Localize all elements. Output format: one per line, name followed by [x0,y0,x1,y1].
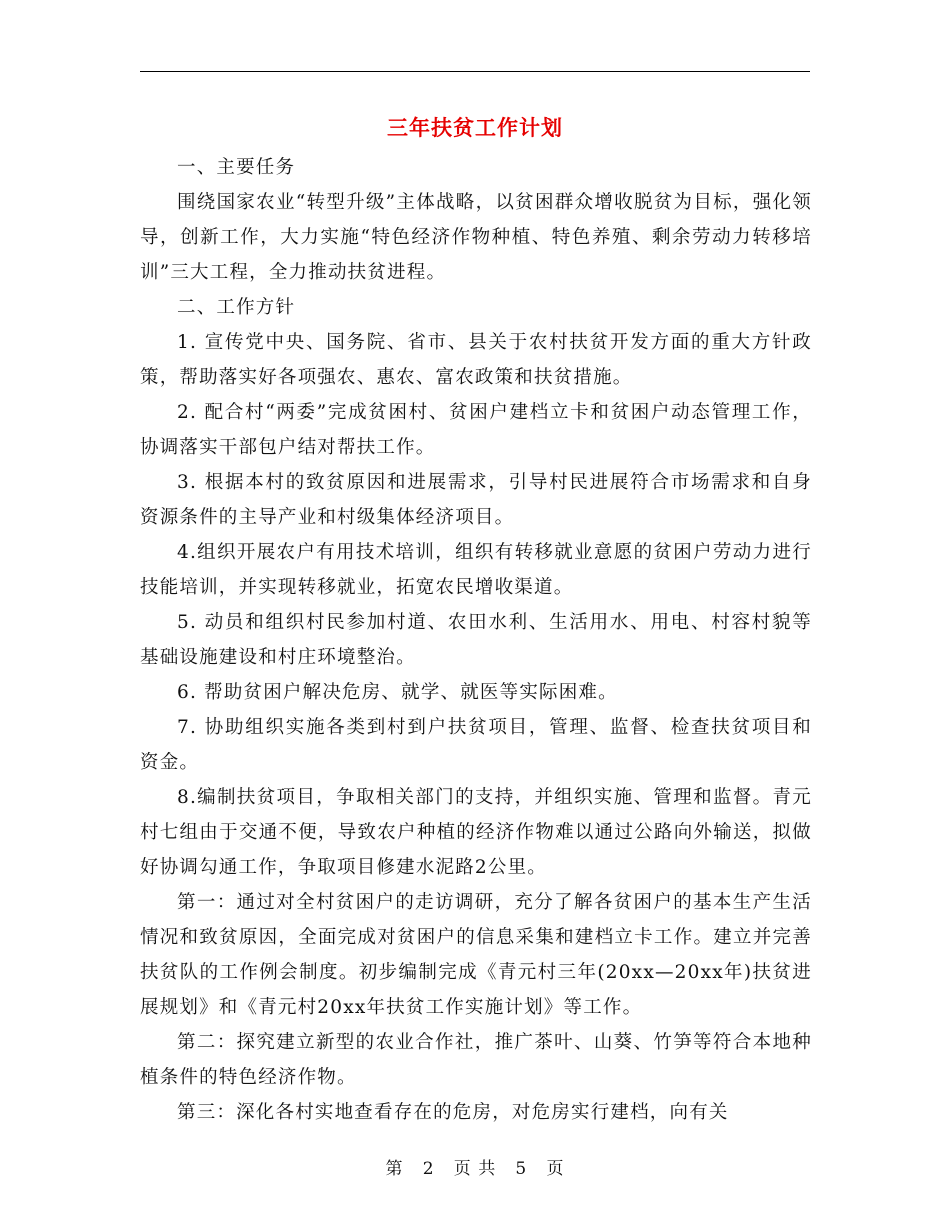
document-body [140,150,812,1130]
footer-total-pages: 5 [515,1159,528,1179]
header-rule [140,71,810,72]
paragraph-main-tasks: 围绕国家农业“转型升级”主体战略，以贫困群众增收脱贫为目标，强化领导，创新工作，大力实施“特色经济作物种植、特色养殖、剩余劳动力转移培训”三大工程，全力推动扶贫进程。 [140,192,812,283]
guideline-item-4: 4.组织开展农户有用技术培训，组织有转移就业意愿的贫困户劳动力进行技能培训，并实现转移就业，拓宽农民增收渠道。 [140,542,812,598]
guideline-item-6: 6. 帮助贫困户解决危房、就学、就医等实际困难。 [177,682,618,703]
guideline-item-5: 5. 动员和组织村民参加村道、农田水利、生活用水、用电、村容村貌等基础设施建设和村庄环境整治。 [140,612,812,668]
guideline-item-2: 2. 配合村“两委”完成贫困村、贫困户建档立卡和贫困户动态管理工作，协调落实干部包户结对帮扶工作。 [140,402,812,458]
page-footer [0,1154,950,1179]
footer-page-number: 2 [422,1159,435,1179]
heading-main-tasks: 一、主要任务 [177,157,296,178]
guideline-item-1: 1. 宣传党中央、国务院、省市、县关于农村扶贫开发方面的重大方针政策，帮助落实好各项强农、惠农、富农政策和扶贫措施。 [140,332,812,388]
heading-work-guidelines: 二、工作方针 [177,297,296,318]
guideline-item-7: 7. 协助组织实施各类到村到户扶贫项目，管理、监督、检查扶贫项目和资金。 [140,717,812,773]
guideline-item-8: 8.编制扶贫项目，争取相关部门的支持，并组织实施、管理和监督。青元村七组由于交通不便，导致农户种植的经济作物难以通过公路向外输送，拟做好协调勾通工作，争取项目修建水泥路2公里。 [140,787,812,878]
step-second: 第二：探究建立新型的农业合作社，推广茶叶、山葵、竹笋等符合本地种植条件的特色经济作物。 [140,1032,812,1088]
document-title: 三年扶贫工作计划 [387,115,563,140]
footer-middle: 页 共 [453,1159,497,1179]
footer-prefix: 第 [385,1159,404,1179]
guideline-item-3: 3. 根据本村的致贫原因和进展需求，引导村民进展符合市场需求和自身资源条件的主导产业和村级集体经济项目。 [140,472,812,528]
step-first: 第一：通过对全村贫困户的走访调研，充分了解各贫困户的基本生产生活情况和致贫原因，全面完成对贫困户的信息采集和建档立卡工作。建立并完善扶贫队的工作例会制度。初步编制完成《青元村三年(20xx—20xx年)扶贫进展规划》和《青元村20xx年扶贫工作实施计划》等工作。 [140,892,812,1018]
footer-suffix: 页 [546,1159,565,1179]
step-third: 第三：深化各村实地查看存在的危房，对危房实行建档，向有关 [177,1102,729,1123]
